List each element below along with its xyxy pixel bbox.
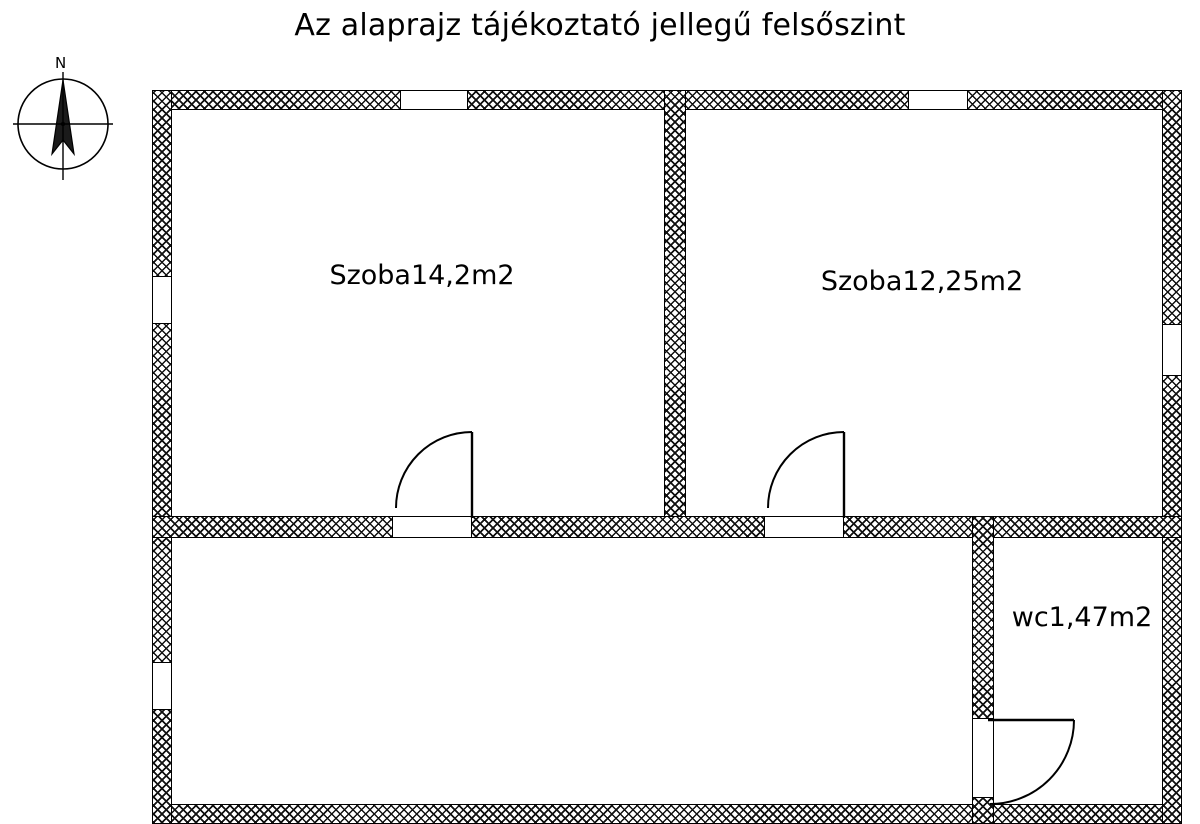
compass-icon (8, 62, 118, 184)
window-left-upper (152, 276, 172, 324)
wall-interior-horizontal (152, 516, 1182, 538)
compass-rose (8, 54, 118, 184)
window-left-lower (152, 662, 172, 710)
window-top-right (908, 90, 968, 110)
wall-interior-vertical-upper (664, 90, 686, 530)
door-szoba-1[interactable] (390, 426, 486, 522)
room-label-wc: wc1,47m2 (1011, 602, 1153, 633)
room-label-szoba-1: Szoba14,2m2 (329, 260, 515, 291)
wall-exterior-left (152, 90, 172, 824)
room-label-szoba-2: Szoba12,25m2 (820, 266, 1024, 297)
door-szoba-2[interactable] (762, 426, 858, 522)
door-wc[interactable] (984, 714, 1080, 814)
room-hall-area (170, 536, 976, 806)
page-title: Az alaprajz tájékoztató jellegű felsőszint (294, 8, 906, 43)
compass-north-label: N (55, 54, 67, 72)
room-szoba-2-area (684, 108, 1164, 518)
window-top-left (400, 90, 468, 110)
window-right (1162, 324, 1182, 376)
wall-exterior-right (1162, 90, 1182, 824)
floorplan-drawing (152, 90, 1182, 824)
